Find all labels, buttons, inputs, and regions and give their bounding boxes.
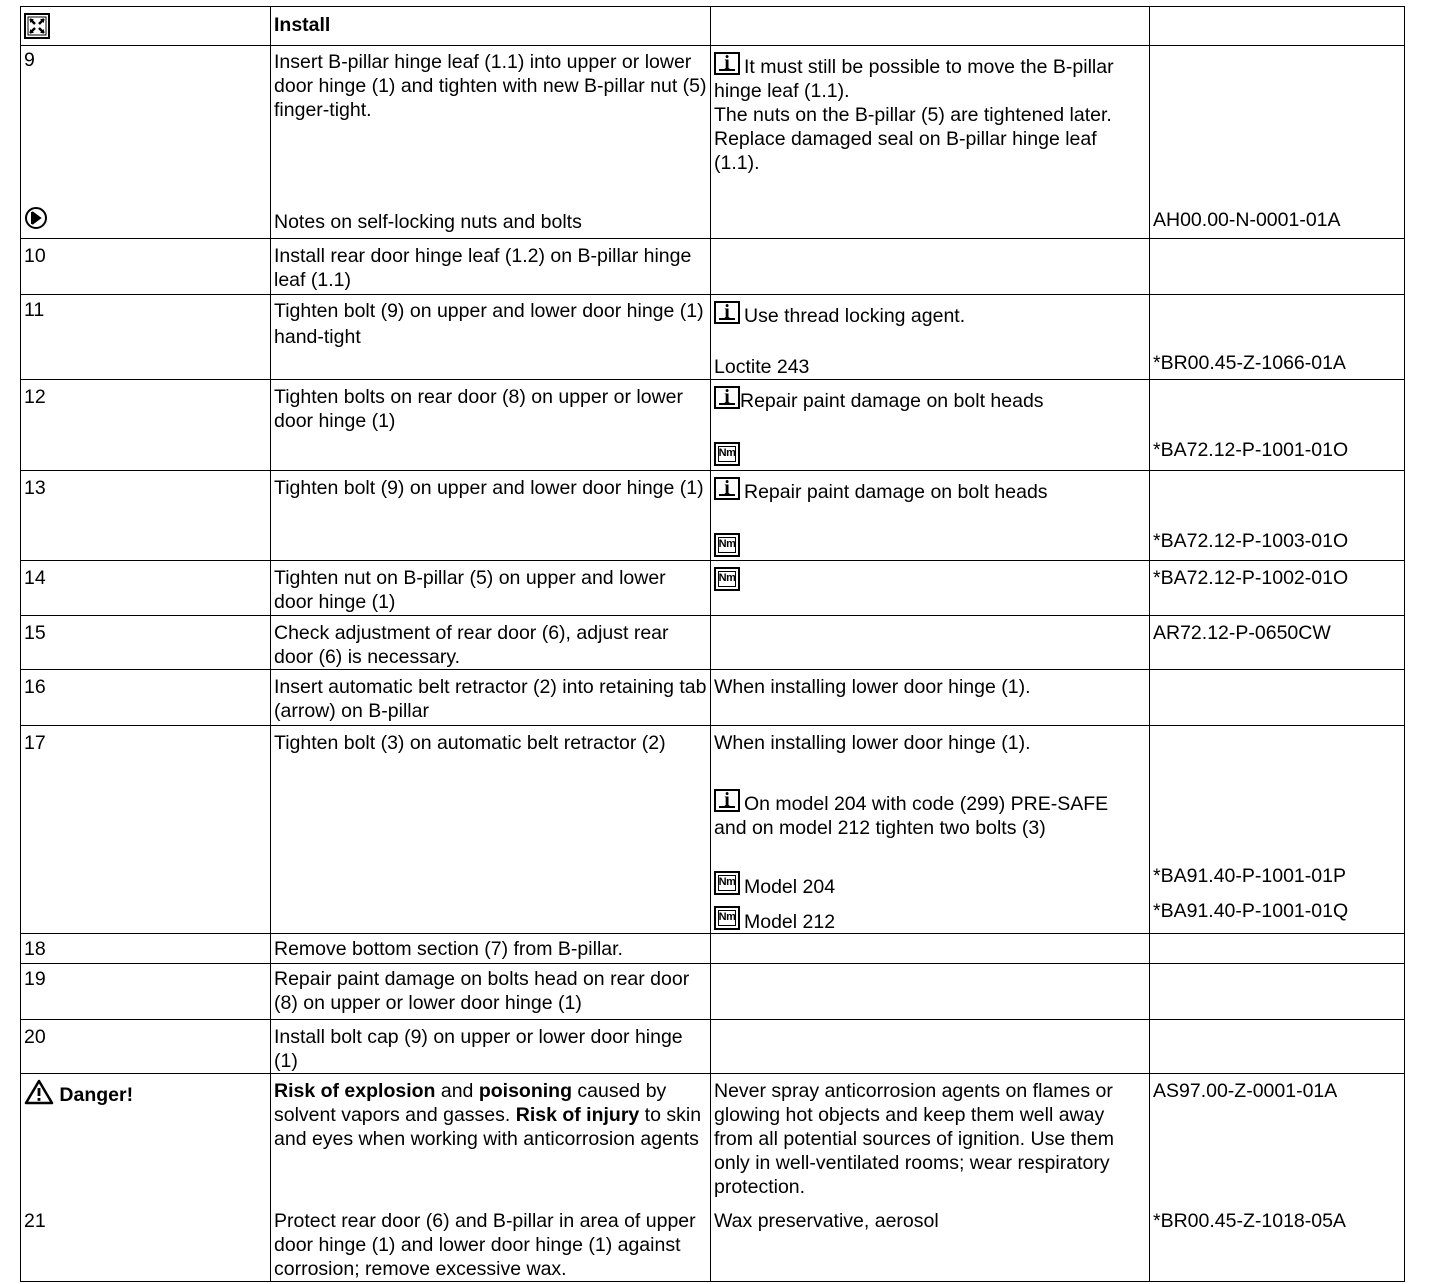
step-action: Tighten nut on B-pillar (5) on upper and lower door hinge (1) bbox=[274, 567, 666, 613]
step-action: Protect rear door (6) and B-pillar in area of upper door hinge (1) and lower door hinge (1) against corrosion; remove excessive wax. bbox=[274, 1210, 696, 1280]
step-number: 12 bbox=[24, 386, 46, 408]
table-row bbox=[21, 46, 1405, 239]
document-reference: AH00.00-N-0001-01A bbox=[1153, 209, 1341, 231]
step-note: When installing lower door hinge (1). bbox=[714, 732, 1031, 754]
table-header-row bbox=[21, 7, 1405, 46]
page-title: Install bbox=[274, 14, 331, 36]
step-note: Replace damaged seal on B-pillar hinge leaf (1.1). bbox=[714, 128, 1097, 174]
step-action: Install bolt cap (9) on upper or lower door hinge (1) bbox=[274, 1026, 683, 1072]
danger-note: Never spray anticorrosion agents on flames or glowing hot objects and keep them well away from all potential sources of ignition. Use them only in well-ventilated rooms; wear respiratory protection. bbox=[714, 1080, 1114, 1198]
nm-torque-icon bbox=[714, 442, 740, 466]
step-note: Use thread locking agent. bbox=[744, 305, 966, 327]
table-row bbox=[21, 670, 1405, 726]
step-number: 17 bbox=[24, 732, 46, 754]
step-note: Repair paint damage on bolt heads bbox=[740, 390, 1044, 412]
danger-label: Danger! bbox=[59, 1084, 134, 1106]
info-icon bbox=[714, 789, 740, 812]
info-icon bbox=[714, 386, 740, 409]
self-locking-nut-icon bbox=[24, 206, 48, 230]
step-action: Tighten bolt (3) on automatic belt retractor (2) bbox=[274, 732, 666, 754]
step-number: 14 bbox=[24, 567, 46, 589]
step-action: Remove bottom section (7) from B-pillar. bbox=[274, 938, 623, 960]
document-reference: *BA91.40-P-1001-01Q bbox=[1153, 900, 1349, 922]
table-row bbox=[21, 471, 1405, 561]
table-row bbox=[21, 1020, 1405, 1074]
step-sub-action: Notes on self-locking nuts and bolts bbox=[274, 211, 582, 233]
step-action: Check adjustment of rear door (6), adjust rear door (6) is necessary. bbox=[274, 622, 669, 668]
document-reference: *BR00.45-Z-1066-01A bbox=[1153, 352, 1346, 374]
document-reference: AS97.00-Z-0001-01A bbox=[1153, 1080, 1338, 1102]
info-icon bbox=[714, 301, 740, 324]
table-row bbox=[21, 726, 1405, 934]
document-reference: *BA91.40-P-1001-01P bbox=[1153, 865, 1346, 887]
info-icon bbox=[714, 52, 740, 75]
step-action: Tighten bolts on rear door (8) on upper or lower door hinge (1) bbox=[274, 386, 683, 432]
model-label: Model 212 bbox=[744, 911, 836, 933]
step-note: Loctite 243 bbox=[714, 356, 810, 378]
step-number: 18 bbox=[24, 938, 46, 960]
step-number: 9 bbox=[24, 49, 35, 71]
procedure-table bbox=[20, 6, 1405, 1282]
document-reference: *BA72.12-P-1002-01O bbox=[1153, 567, 1349, 589]
step-note: Wax preservative, aerosol bbox=[714, 1210, 939, 1232]
step-note: When installing lower door hinge (1). bbox=[714, 676, 1031, 698]
danger-text: Risk of explosion and poisoning caused by solvent vapors and gasses. Risk of injury to skin and eyes when working with anticorrosion agents bbox=[274, 1080, 702, 1150]
step-action: Install rear door hinge leaf (1.2) on B-pillar hinge leaf (1.1) bbox=[274, 245, 692, 291]
step-number: 10 bbox=[24, 245, 46, 267]
model-label: Model 204 bbox=[744, 876, 836, 898]
step-note: The nuts on the B-pillar (5) are tightened later. bbox=[714, 104, 1112, 126]
table-row bbox=[21, 380, 1405, 471]
warning-triangle-icon bbox=[24, 1079, 54, 1105]
table-row bbox=[21, 1074, 1405, 1282]
table-row bbox=[21, 295, 1405, 380]
step-note: iIt must still be possible to move the B-pillar hinge leaf (1.1). bbox=[714, 52, 1146, 103]
step-note: Repair paint damage on bolt heads bbox=[744, 481, 1048, 503]
nm-torque-icon bbox=[714, 533, 740, 557]
table-row bbox=[21, 964, 1405, 1020]
document-reference: *BA72.12-P-1003-01O bbox=[1153, 530, 1349, 552]
nm-torque-icon bbox=[714, 871, 740, 895]
step-number: 13 bbox=[24, 477, 46, 499]
step-action: Tighten bolt (9) on upper and lower door hinge (1) hand-tight bbox=[274, 300, 704, 348]
table-row bbox=[21, 561, 1405, 616]
step-number: 16 bbox=[24, 676, 46, 698]
table-row bbox=[21, 934, 1405, 964]
step-note: On model 204 with code (299) PRE-SAFE and on model 212 tighten two bolts (3) bbox=[714, 793, 1109, 839]
nm-torque-icon bbox=[714, 906, 740, 930]
step-number: 20 bbox=[24, 1026, 46, 1048]
step-number: 21 bbox=[24, 1210, 46, 1232]
document-reference: *BA72.12-P-1001-01O bbox=[1153, 439, 1349, 461]
step-action: Insert automatic belt retractor (2) into retaining tab (arrow) on B-pillar bbox=[274, 676, 707, 722]
info-icon bbox=[714, 477, 740, 500]
step-number: 15 bbox=[24, 622, 46, 644]
table-row bbox=[21, 239, 1405, 295]
step-action: Repair paint damage on bolts head on rear door (8) on upper or lower door hinge (1) bbox=[274, 968, 690, 1014]
step-number: 11 bbox=[24, 299, 45, 321]
table-row bbox=[21, 616, 1405, 670]
document-reference: AR72.12-P-0650CW bbox=[1153, 622, 1331, 644]
step-action: Tighten bolt (9) on upper and lower door hinge (1) bbox=[274, 477, 704, 499]
step-action: Insert B-pillar hinge leaf (1.1) into upper or lower door hinge (1) and tighten with new B-pillar nut (5) finger-tight. bbox=[274, 51, 707, 121]
nm-torque-icon bbox=[714, 567, 740, 591]
document-reference: *BR00.45-Z-1018-05A bbox=[1153, 1210, 1346, 1232]
step-number: 19 bbox=[24, 968, 46, 990]
install-grid-icon bbox=[24, 13, 50, 39]
